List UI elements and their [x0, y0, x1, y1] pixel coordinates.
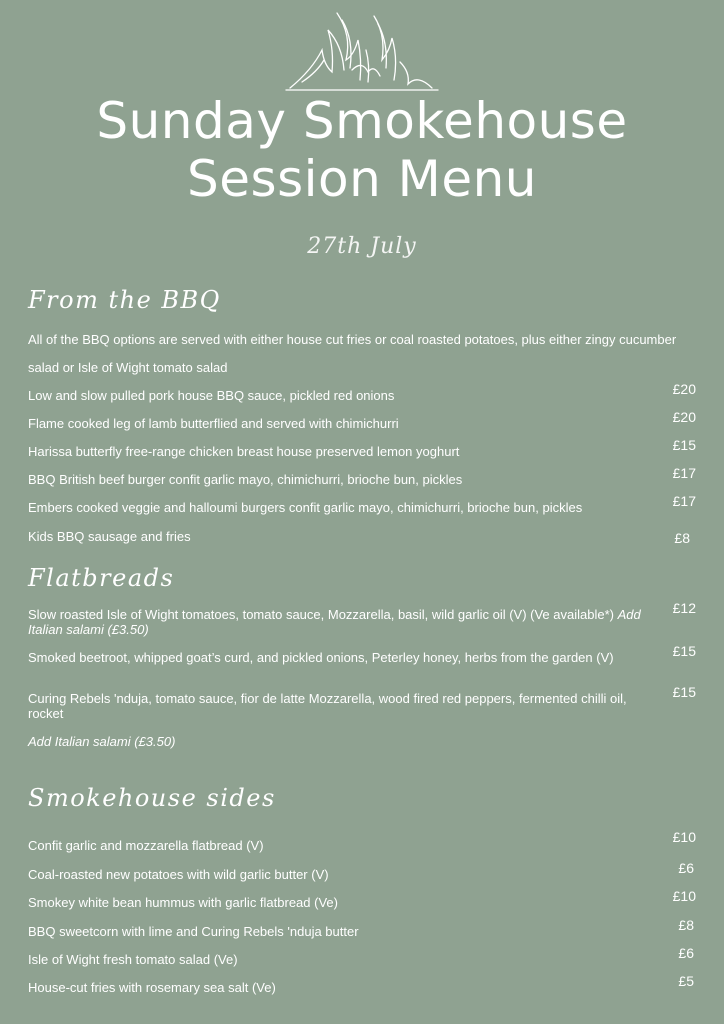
item-description: Flame cooked leg of lamb butterflied and served with chimichurri — [28, 416, 399, 431]
flatbread-note: Add Italian salami (£3.50) — [28, 734, 176, 749]
menu-item — [28, 465, 696, 487]
bbq-intro: All of the BBQ options are served with either house cut fries or coal roasted potatoes, plus either zingy cucumber salad or Isle of Wight tomato salad — [28, 332, 677, 375]
item-description: House-cut fries with rosemary sea salt (Ve) — [28, 980, 276, 995]
menu-title-line2: Session Menu — [187, 150, 537, 208]
menu-item — [28, 493, 696, 515]
item-description: BBQ sweetcorn with lime and Curing Rebels 'nduja butter — [28, 924, 359, 939]
section-heading-bbq: From the BBQ — [28, 286, 221, 314]
item-price: £20 — [672, 409, 696, 425]
item-price: £8 — [678, 917, 694, 933]
item-description: Isle of Wight fresh tomato salad (Ve) — [28, 952, 238, 967]
menu-item — [28, 684, 696, 721]
menu-title-line1: Sunday Smokehouse — [96, 92, 628, 150]
item-price: £5 — [678, 973, 694, 989]
menu-item — [28, 529, 696, 544]
item-description: Embers cooked veggie and halloumi burgers confit garlic mayo, chimichurri, brioche bun, pickles — [28, 500, 583, 515]
menu-item — [28, 888, 696, 910]
item-price: £6 — [678, 860, 694, 876]
item-extra: Add Italian salami (£3.50) — [28, 607, 641, 637]
item-description: Coal-roasted new potatoes with wild garlic butter (V) — [28, 867, 329, 882]
item-description: Smokey white bean hummus with garlic flatbread (Ve) — [28, 895, 338, 910]
item-price: £17 — [672, 465, 696, 481]
menu-item — [28, 643, 696, 665]
item-description: BBQ British beef burger confit garlic mayo, chimichurri, brioche bun, pickles — [28, 472, 463, 487]
menu-item — [28, 409, 696, 431]
menu-item — [28, 829, 696, 853]
item-description: Low and slow pulled pork house BBQ sauce, pickled red onions — [28, 388, 395, 403]
menu-date: 27th July — [307, 234, 417, 259]
section-heading-sides: Smokehouse sides — [28, 784, 276, 812]
menu-item — [28, 973, 696, 995]
item-description: Smoked beetroot, whipped goat’s curd, and pickled onions, Peterley honey, herbs from the garden (V) — [28, 650, 614, 665]
menu-item — [28, 381, 696, 403]
item-description: Kids BBQ sausage and fries — [28, 529, 191, 544]
item-price: £17 — [672, 493, 696, 509]
item-price: £20 — [672, 381, 696, 397]
item-description — [28, 607, 648, 637]
item-description: Harissa butterfly free-range chicken breast house preserved lemon yoghurt — [28, 444, 460, 459]
item-price: £6 — [678, 945, 694, 961]
item-text: Slow roasted Isle of Wight tomatoes, tomato sauce, Mozzarella, basil, wild garlic oil (V) (Ve available*) — [28, 607, 614, 622]
item-price: £10 — [672, 888, 696, 904]
menu-item — [28, 945, 696, 967]
flame-logo-icon — [282, 10, 442, 92]
menu-item — [28, 860, 696, 882]
menu-item — [28, 917, 696, 939]
item-description: Curing Rebels 'nduja, tomato sauce, fior de latte Mozzarella, wood fired red peppers, fermented chilli oil, rocket — [28, 691, 627, 721]
item-description: Confit garlic and mozzarella flatbread (V) — [28, 838, 264, 853]
item-price: £10 — [672, 829, 696, 845]
item-price: £12 — [672, 600, 696, 616]
item-price: £15 — [672, 684, 696, 700]
section-heading-flatbreads: Flatbreads — [28, 564, 175, 592]
item-price: £15 — [672, 437, 696, 453]
item-price: £8 — [674, 530, 690, 546]
item-price: £15 — [672, 643, 696, 659]
menu-item — [28, 437, 696, 459]
menu-title — [0, 92, 724, 208]
menu-item — [28, 600, 696, 637]
